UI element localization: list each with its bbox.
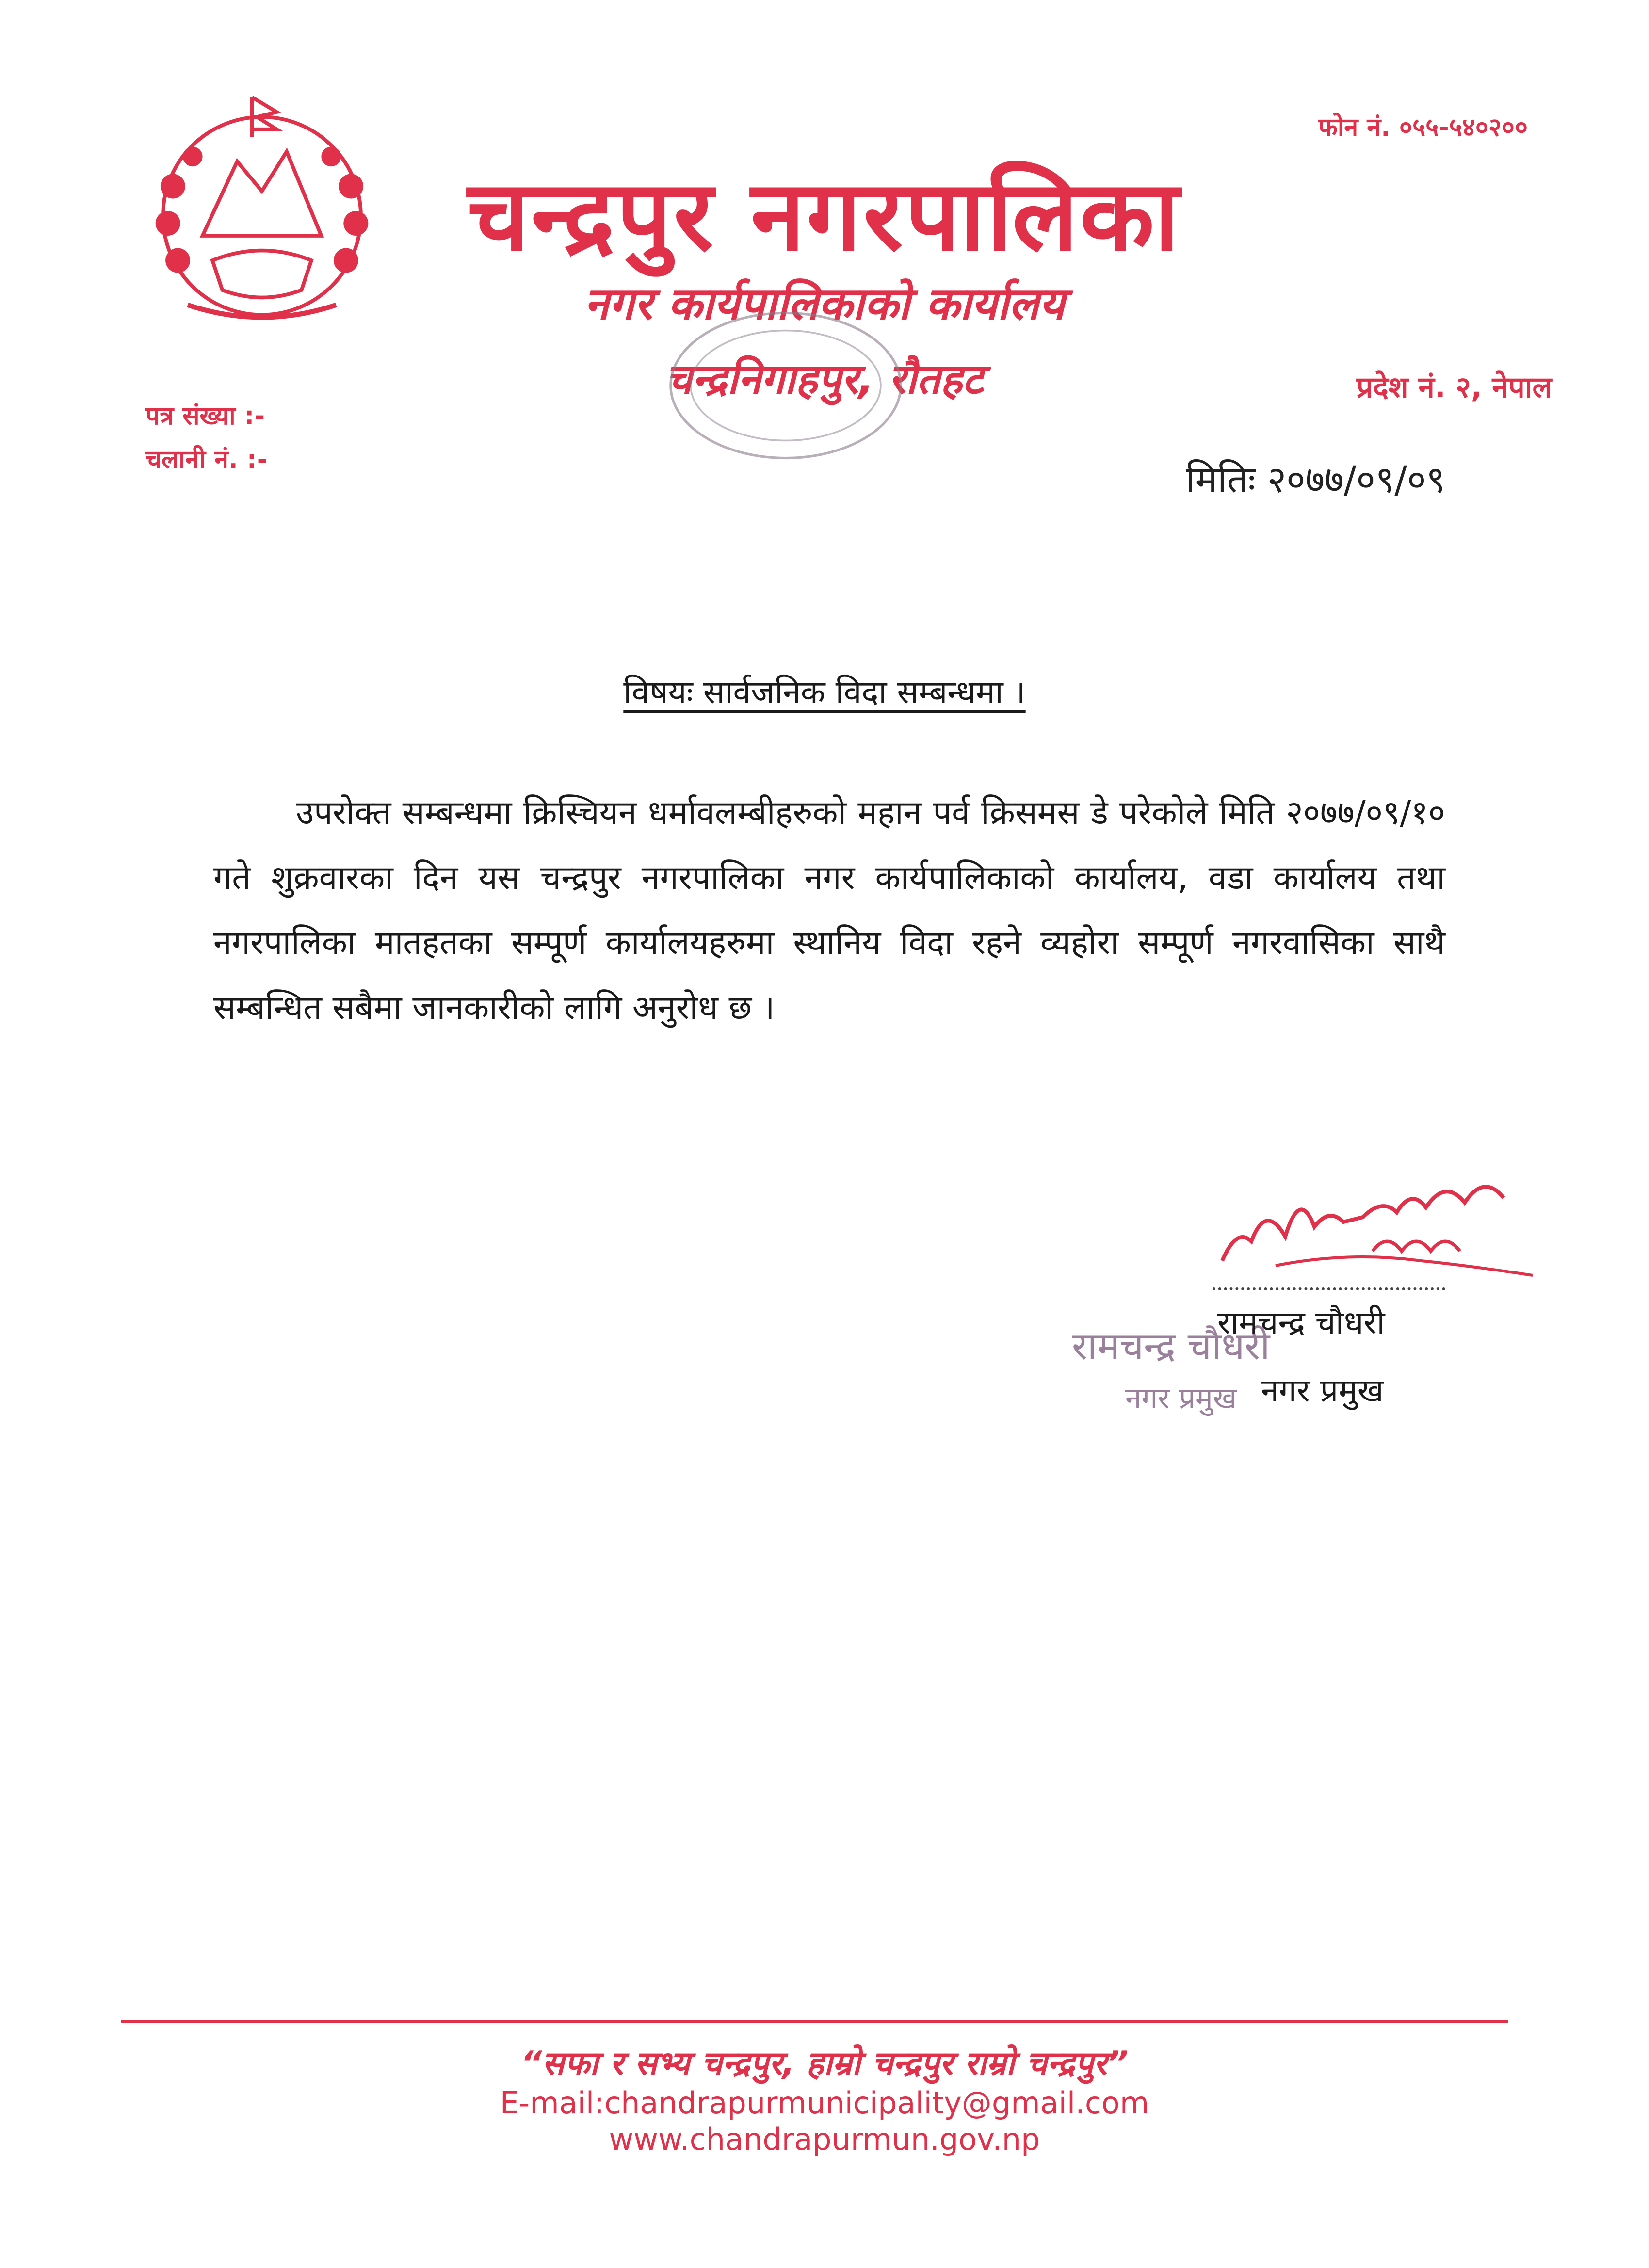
signature-line bbox=[1212, 1287, 1445, 1290]
subject-text: विषयः सार्वजनिक विदा सम्बन्धमा । bbox=[623, 674, 1026, 711]
province-label: प्रदेश नं. २, नेपाल bbox=[1356, 370, 1552, 404]
signatory-post: नगर प्रमुख bbox=[1261, 1372, 1384, 1409]
signatory-stamp-post: नगर प्रमुख bbox=[1125, 1382, 1237, 1415]
subject-line bbox=[0, 669, 1649, 713]
footer-website: www.chandrapurmun.gov.np bbox=[609, 2122, 1040, 2157]
handwritten-signature-icon bbox=[1203, 1154, 1542, 1280]
dispatch-number-label: चलानी नं. :- bbox=[146, 445, 268, 474]
municipality-name bbox=[0, 145, 1649, 278]
letter-number-label: पत्र संख्या :- bbox=[146, 402, 265, 431]
municipality-name-text: चन्द्रपुर नगरपालिका bbox=[468, 160, 1181, 273]
body-paragraph: उपरोक्त सम्बन्धमा क्रिस्चियन धर्मावलम्बीहरुको महान पर्व क्रिसमस डे परेकोले मिति २०७७/०९/१० गते शुक्रवारका दिन यस चन्द्रपुर नगरपालिका नगर कार्यपालिकाको कार्यालय, वडा कार्यालय तथा नगरपालिका मातहतका सम्पूर्ण कार्यालयहरुमा स्थानिय विदा रहने व्यहोरा सम्पूर्ण नगरवासिका साथै सम्बन्धित सबैमा जानकारीको लागि अनुरोध छ । bbox=[213, 794, 1445, 1027]
signatory-stamp-name: रामचन्द्र चौधरी bbox=[1072, 1325, 1270, 1368]
letter-date: मितिः २०७७/०९/०९ bbox=[1185, 458, 1445, 501]
office-location: चन्द्रनिगाहपुर, रौतहट bbox=[665, 355, 984, 403]
footer-divider bbox=[121, 2020, 1508, 2023]
signatory-name: रामचन्द्र चौधरी bbox=[1217, 1304, 1385, 1341]
phone-number: फोन नं. ०५५-५४०२०० bbox=[1318, 113, 1528, 142]
office-name: नगर कार्यपालिकाको कार्यालय bbox=[584, 278, 1065, 330]
footer-slogan: “सफा र सभ्य चन्द्रपुर, हाम्रो चन्द्रपुर राम्रो चन्द्रपुर” bbox=[520, 2044, 1129, 2083]
office-stamp-icon bbox=[660, 306, 912, 466]
footer-email: E-mail:chandrapurmunicipality@gmail.com bbox=[500, 2085, 1149, 2121]
